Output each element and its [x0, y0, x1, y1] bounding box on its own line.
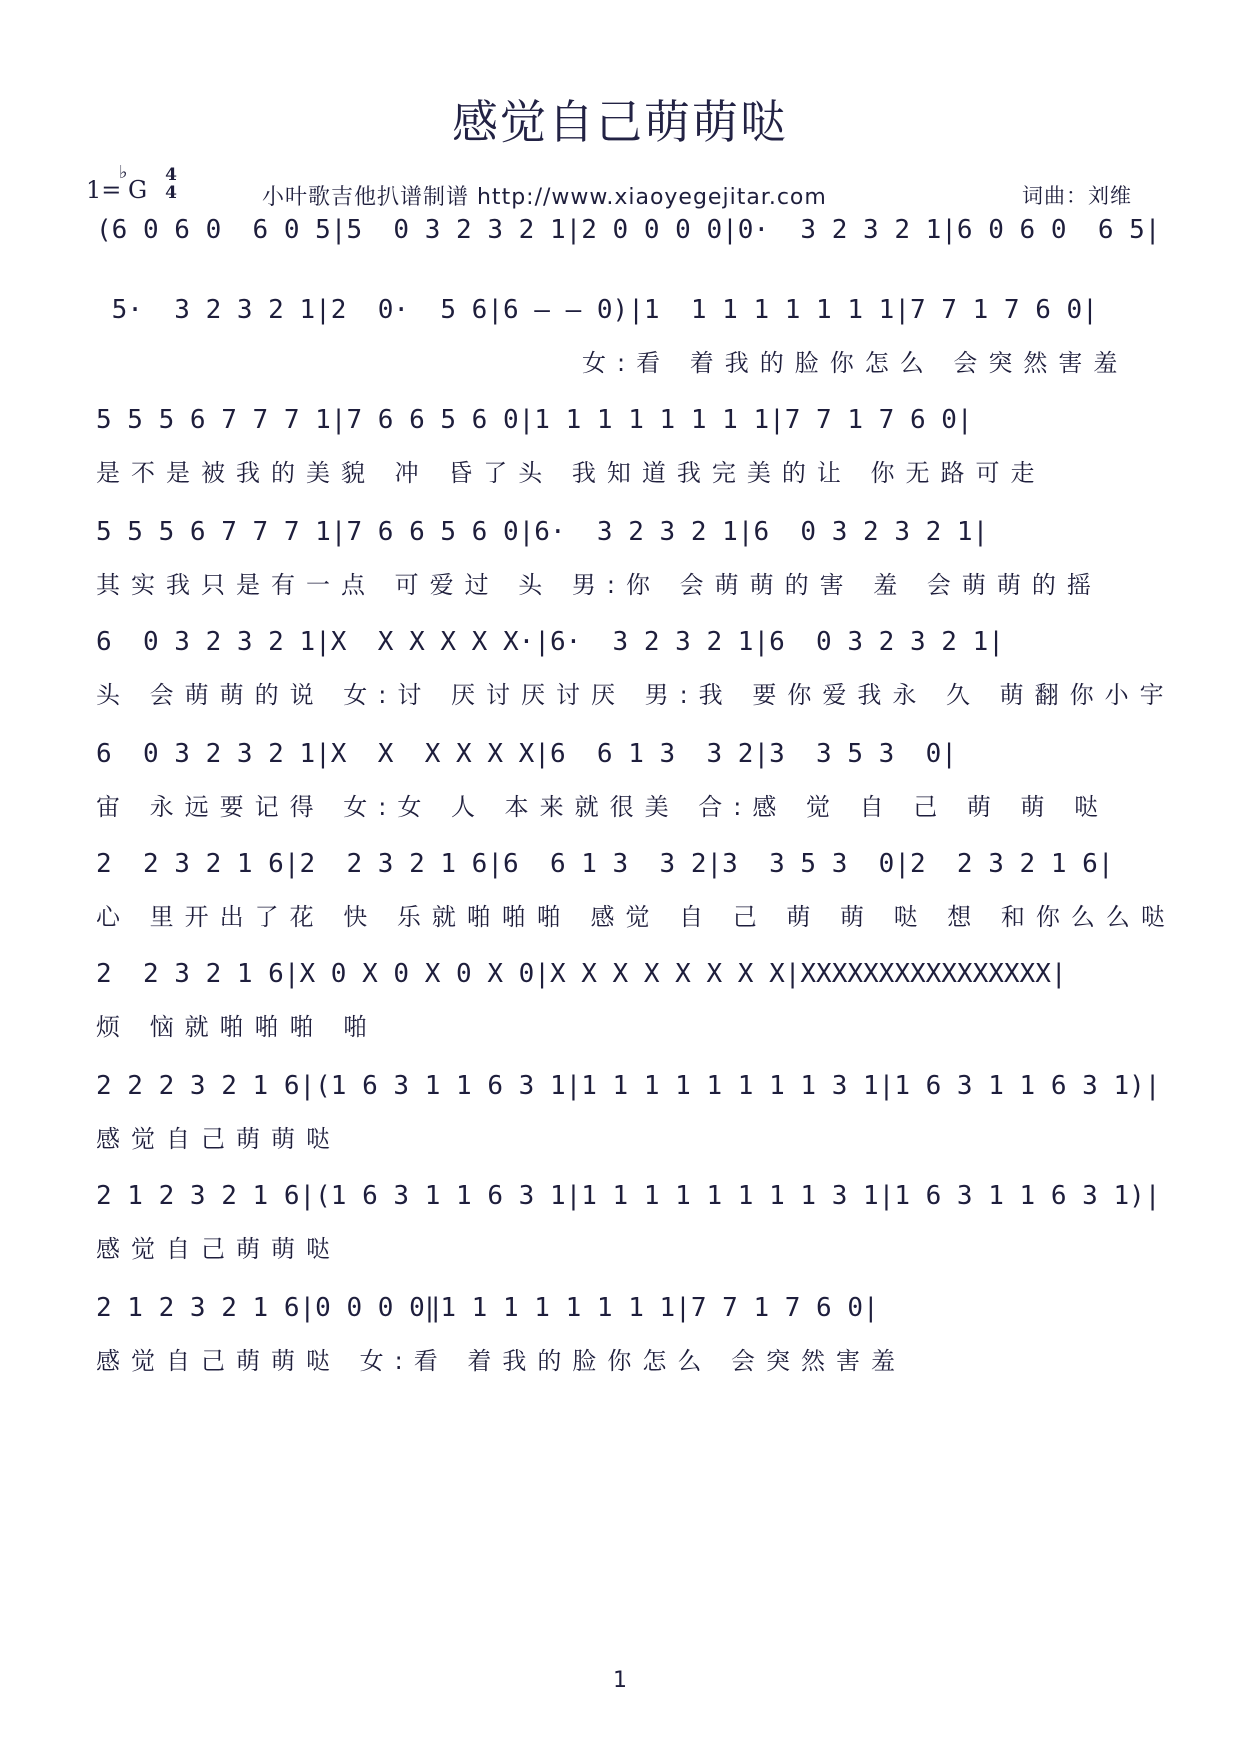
score-system	[0, 844, 1240, 954]
notation-line: 5 5 5 6 7 7 7 1|7 6 6 5 6 0|6· 3 2 3 2 1|6 0 3 2 3 2 1|	[96, 517, 989, 547]
notation-line: 5· 3 2 3 2 1|2 0· 5 6|6 — — 0)|1 1 1 1 1 1 1 1|7 7 1 7 6 0|	[96, 295, 1098, 325]
score-system	[0, 1176, 1240, 1286]
score-system	[0, 400, 1240, 510]
score-system	[0, 734, 1240, 844]
notation-line: 5 5 5 6 7 7 7 1|7 6 6 5 6 0|1 1 1 1 1 1 1 1|7 7 1 7 6 0|	[96, 405, 973, 435]
lyric-line: 感觉自己萌萌哒	[96, 1125, 341, 1153]
lyric-line: 感觉自己萌萌哒 女:看 着我的脸你怎么 会突然害羞	[96, 1347, 906, 1375]
notation-line: 2 2 3 2 1 6|X 0 X 0 X 0 X 0|X X X X X X X X|XXXXXXXXXXXXXXXX|	[96, 959, 1067, 989]
lyric-line: 宙 永远要记得 女:女 人 本来就很美 合:感 觉 自 己 萌 萌 哒	[96, 793, 1110, 821]
key-letter: G	[128, 176, 148, 204]
lyric-line: 头 会萌萌的说 女:讨 厌讨厌讨厌 男:我 要你爱我永 久 萌翻你小宇	[96, 681, 1175, 709]
notation-line: 2 2 3 2 1 6|2 2 3 2 1 6|6 6 1 3 3 2|3 3 5 3 0|2 2 3 2 1 6|	[96, 849, 1114, 879]
notation-line: 2 2 2 3 2 1 6|(1 6 3 1 1 6 3 1|1 1 1 1 1 1 1 1 3 1|1 6 3 1 1 6 3 1)|	[96, 1071, 1161, 1101]
lyric-line: 女:看 着我的脸你怎么 会突然害羞	[582, 349, 1129, 377]
key-prefix: 1=	[86, 176, 122, 204]
score-system	[0, 622, 1240, 732]
lyricist-credit: 词曲：刘维	[1022, 184, 1132, 208]
time-signature-top: 4	[165, 165, 177, 185]
notation-line: 2 1 2 3 2 1 6|0 0 0 0‖1 1 1 1 1 1 1 1|7 7 1 7 6 0|	[96, 1293, 879, 1323]
score-system	[0, 290, 1240, 400]
key-signature	[86, 162, 196, 210]
credit-line: 小叶歌吉他扒谱制谱 http://www.xiaoyegejitar.com	[262, 185, 827, 210]
notation-line: 6 0 3 2 3 2 1|X X X X X X|6 6 1 3 3 2|3 3 5 3 0|	[96, 739, 957, 769]
flat-sign: ♭	[119, 162, 128, 183]
song-title: 感觉自己萌萌哒	[452, 95, 788, 149]
notation-line: (6 0 6 0 6 0 5|5 0 3 2 3 2 1|2 0 0 0 0|0· 3 2 3 2 1|6 0 6 0 6 5|	[96, 215, 1161, 245]
time-signature-bottom: 4	[165, 183, 177, 203]
score-system	[0, 954, 1240, 1064]
lyric-line: 其实我只是有一点 可爱过 头 男:你 会萌萌的害 羞 会萌萌的摇	[96, 571, 1102, 599]
lyric-line: 感觉自己萌萌哒	[96, 1235, 341, 1263]
lyric-line: 是不是被我的美貌 冲 昏了头 我知道我完美的让 你无路可走	[96, 459, 1046, 487]
score-system	[0, 1066, 1240, 1176]
page-number: 1	[613, 1668, 627, 1693]
notation-line: 6 0 3 2 3 2 1|X X X X X X·|6· 3 2 3 2 1|6 0 3 2 3 2 1|	[96, 627, 1004, 657]
time-signature	[162, 166, 180, 202]
score-system	[0, 1288, 1240, 1398]
notation-line: 2 1 2 3 2 1 6|(1 6 3 1 1 6 3 1|1 1 1 1 1 1 1 1 3 1|1 6 3 1 1 6 3 1)|	[96, 1181, 1161, 1211]
lyric-line: 心 里开出了花 快 乐就啪啪啪 感觉 自 己 萌 萌 哒 想 和你么么哒	[96, 903, 1176, 931]
lyric-line: 烦 恼就啪啪啪 啪	[96, 1013, 379, 1041]
score-system	[0, 512, 1240, 622]
